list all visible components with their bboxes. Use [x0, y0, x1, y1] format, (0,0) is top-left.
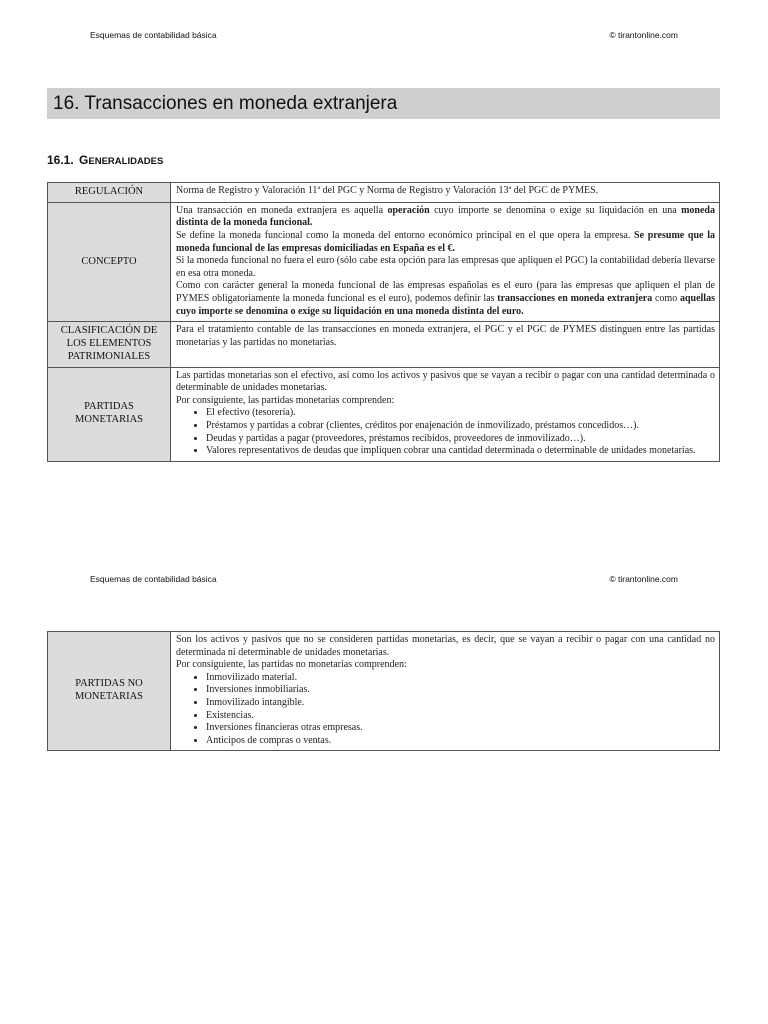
- concepto-paragraph-2: Se define la moneda funcional como la moneda del entorno económico principal en el que opera la empresa. Se presume que la moneda funcional de las empresas domiciliadas en España es el €.: [176, 229, 715, 254]
- row-content-regulacion: Norma de Registro y Valoración 11ª del PGC y Norma de Registro y Valoración 13ª del PGC de PYMES.: [171, 183, 720, 203]
- no-monetarias-list: [176, 672, 715, 748]
- table-row-regulacion: [48, 183, 720, 203]
- generalidades-table: [47, 182, 720, 462]
- partidas-no-monetarias-table: [47, 631, 720, 751]
- concepto-paragraph-3: Si la moneda funcional no fuera el euro (sólo cabe esta opción para las empresas que apliquen el PGC) la contabilidad debería llevarse en esa otra moneda.: [176, 255, 715, 279]
- row-label-regulacion: REGULACIÓN: [48, 183, 171, 203]
- no-monetarias-paragraph-2: Por consiguiente, las partidas no monetarias comprenden:: [176, 659, 407, 671]
- monetarias-paragraph-1: Las partidas monetarias son el efectivo, así como los activos y pasivos que se vayan a recibir o pagar con una cantidad determinada o determinable de unidades monetarias.: [176, 369, 715, 394]
- monetarias-list: [176, 407, 715, 457]
- table-row-partidas-monetarias: [48, 367, 720, 461]
- list-item: • Deudas y partidas a pagar (proveedores, préstamos recibidos, proveedores de inmovilizado…).: [206, 433, 715, 446]
- table-row-concepto: [48, 202, 720, 321]
- list-item: • Préstamos y partidas a cobrar (clientes, créditos por enajenación de inmovilizado, préstamos concedidos…).: [206, 420, 715, 433]
- row-content-concepto: [171, 202, 720, 321]
- list-item: • Existencias.: [206, 710, 715, 723]
- header-book-title: Esquemas de contabilidad básica: [90, 574, 217, 584]
- row-content-clasificacion: Para el tratamiento contable de las transacciones en moneda extranjera, el PGC y el PGC de PYMES distinguen entre las partidas monetarias y las partidas no monetarias.: [171, 322, 720, 367]
- no-monetarias-paragraph-1: Son los activos y pasivos que no se consideren partidas monetarias, es decir, que se vayan a recibir o pagar con una cantidad no determinada ni determinable de unidades monetarias.: [176, 634, 715, 658]
- table-row-clasificacion: [48, 322, 720, 367]
- chapter-title: 16. Transacciones en moneda extranjera: [47, 88, 720, 119]
- list-item: • El efectivo (tesorería).: [206, 407, 715, 420]
- list-item: • Valores representativos de deudas que impliquen cobrar una cantidad determinada o determinable de unidades monetarias.: [206, 445, 715, 458]
- list-item: • Inversiones financieras otras empresas.: [206, 722, 715, 735]
- list-item: • Inversiones inmobiliarias.: [206, 684, 715, 697]
- list-item: • Anticipos de compras o ventas.: [206, 735, 715, 748]
- page-header: [90, 574, 678, 588]
- table-row-partidas-no-monetarias: [48, 632, 720, 751]
- header-copyright: © tirantonline.com: [609, 574, 678, 584]
- list-item: • Inmovilizado intangible.: [206, 697, 715, 710]
- section-title: GENERALIDADES: [79, 153, 164, 167]
- header-copyright: © tirantonline.com: [609, 30, 678, 40]
- concepto-paragraph-4: Como con carácter general la moneda funcional de las empresas españolas es el euro (para las empresas que apliquen el plan de PYMES obligatoriamente la moneda funcional es el euro), podemos definir las transacciones en moneda extranjera como aquellas cuyo importe se denomina o exige su liquidación en una moneda distinta del euro.: [176, 280, 715, 317]
- row-label-partidas-no-monetarias: PARTIDAS NO MONETARIAS: [48, 632, 171, 751]
- page-header: [90, 30, 678, 44]
- header-book-title: Esquemas de contabilidad básica: [90, 30, 217, 40]
- monetarias-paragraph-2: Por consiguiente, las partidas monetarias comprenden:: [176, 394, 395, 406]
- row-content-partidas-no-monetarias: [171, 632, 720, 751]
- concepto-paragraph-1: Una transacción en moneda extranjera es aquella operación cuyo importe se denomina o exige su liquidación en una moneda distinta de la moneda funcional.: [176, 204, 715, 229]
- row-content-partidas-monetarias: [171, 367, 720, 461]
- list-item: • Inmovilizado material.: [206, 672, 715, 685]
- section-heading: [47, 153, 163, 167]
- section-number: 16.1.: [47, 153, 74, 167]
- row-label-partidas-monetarias: PARTIDAS MONETARIAS: [48, 367, 171, 461]
- row-label-clasificacion: CLASIFICACIÓN DE LOS ELEMENTOS PATRIMONIALES: [48, 322, 171, 367]
- row-label-concepto: CONCEPTO: [48, 202, 171, 321]
